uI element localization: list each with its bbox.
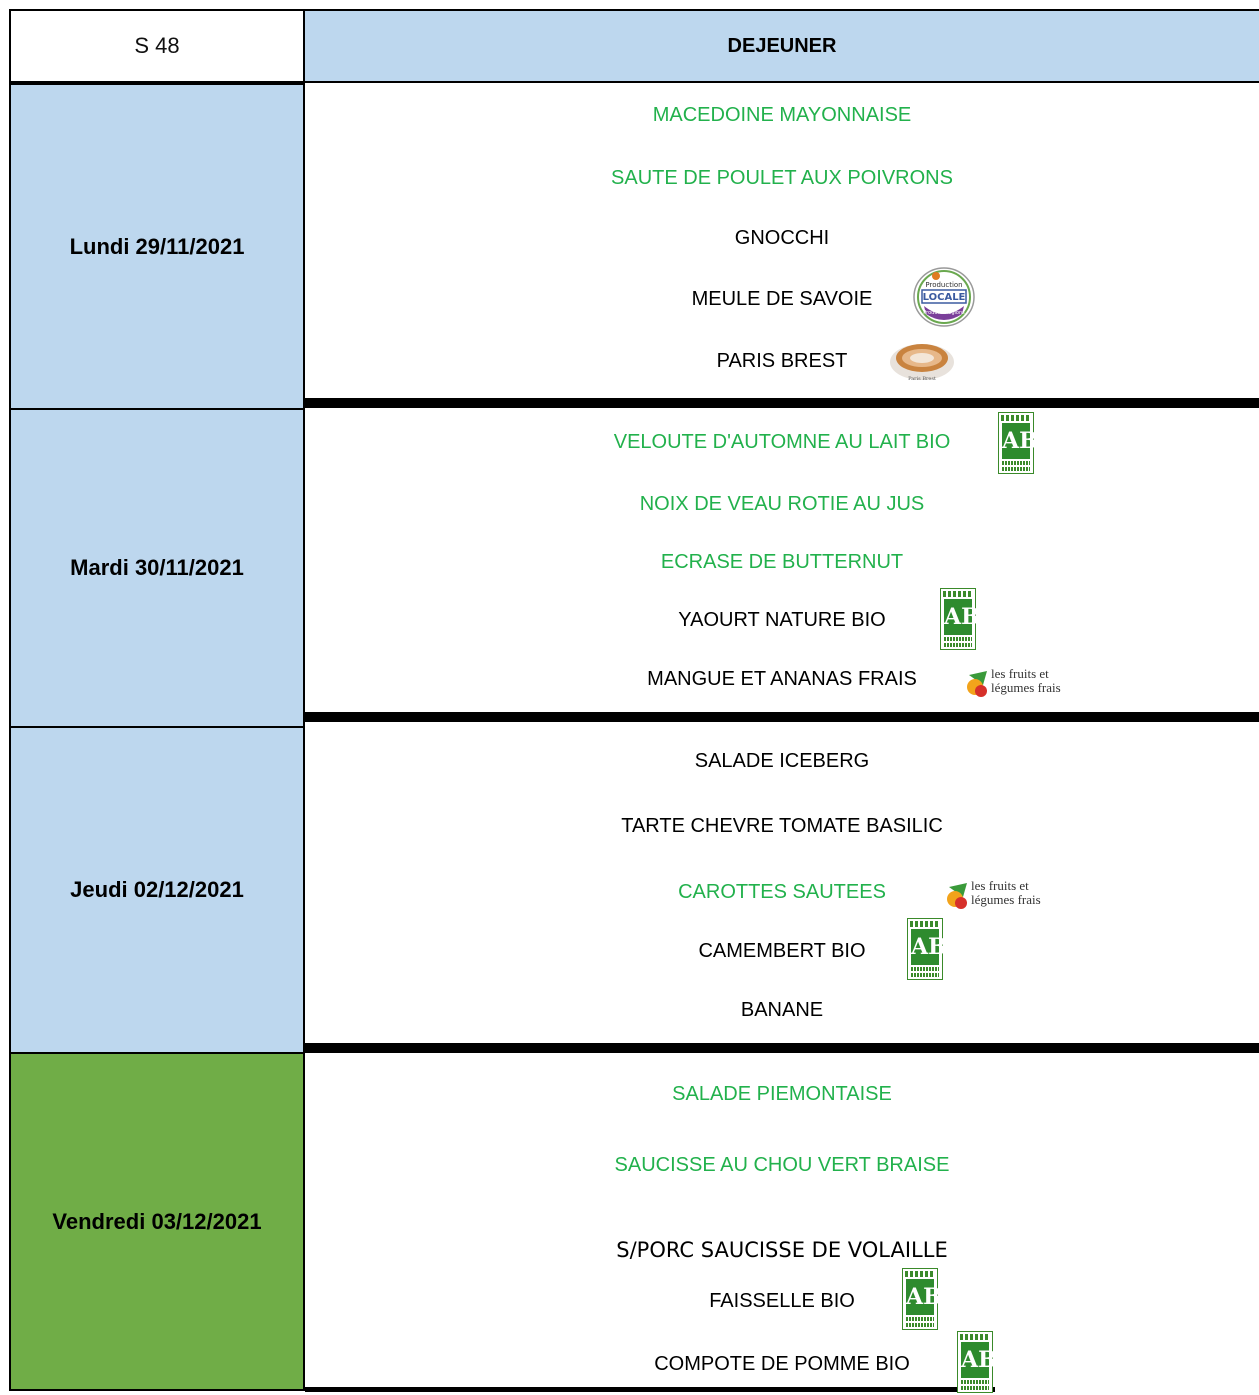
menu-item: BANANE — [740, 999, 824, 1021]
day-separator — [305, 712, 1259, 722]
ab-organic-icon: AB — [957, 1331, 993, 1393]
day-cell-friday — [9, 1052, 305, 1391]
week-number: S 48 — [134, 33, 180, 58]
menu-item: CAMEMBERT BIO — [698, 940, 866, 962]
menu-item: SAUCISSE AU CHOU VERT BRAISE — [614, 1154, 950, 1176]
menu-item: MEULE DE SAVOIE — [691, 288, 873, 310]
ab-organic-icon: AB — [907, 918, 943, 980]
svg-text:Produits Régions: Produits Régions — [923, 310, 965, 316]
menu-item: CAROTTES SAUTEES — [678, 881, 886, 903]
day-label: Lundi 29/11/2021 — [69, 233, 245, 259]
menu-item: TARTE CHEVRE TOMATE BASILIC — [621, 815, 943, 837]
day-cell-thursday — [9, 726, 305, 1054]
menu-item: NOIX DE VEAU ROTIE AU JUS — [639, 493, 925, 515]
ab-organic-icon: AB — [998, 412, 1034, 474]
day-cell-tuesday — [9, 408, 305, 728]
menu-item: GNOCCHI — [734, 227, 830, 249]
menu-item: SALADE PIEMONTAISE — [672, 1083, 892, 1105]
fruits-legumes-frais-icon: les fruits et légumes frais — [945, 877, 1041, 917]
svg-text:Production: Production — [925, 281, 963, 289]
day-separator — [305, 398, 1259, 408]
ab-organic-icon: AB — [902, 1268, 938, 1330]
table-bottom-border — [305, 1387, 995, 1392]
day-cell-monday — [9, 83, 305, 410]
ab-organic-icon: AB — [940, 588, 976, 650]
menu-item: COMPOTE DE POMME BIO — [654, 1353, 910, 1375]
menu-item: SALADE ICEBERG — [694, 750, 870, 772]
svg-text:Paris Brest: Paris Brest — [908, 376, 936, 382]
week-number-cell — [9, 9, 305, 83]
menu-item: S/PORC SAUCISSE DE VOLAILLE — [616, 1238, 948, 1262]
menu-item: YAOURT NATURE BIO — [678, 609, 886, 631]
production-locale-badge-icon — [912, 266, 976, 328]
menu-item: SAUTE DE POULET AUX POIVRONS — [611, 167, 953, 189]
day-label: Jeudi 02/12/2021 — [70, 877, 244, 902]
menu-item: MACEDOINE MAYONNAISE — [652, 104, 912, 126]
menu-item: MANGUE ET ANANAS FRAIS — [647, 668, 917, 690]
menu-item: ECRASE DE BUTTERNUT — [660, 551, 904, 573]
svg-text:LOCALE: LOCALE — [922, 292, 966, 303]
menu-item: PARIS BREST — [716, 350, 848, 372]
fruits-legumes-frais-icon: les fruits et légumes frais — [965, 665, 1061, 705]
day-label: Vendredi 03/12/2021 — [52, 1208, 262, 1234]
day-separator — [305, 1043, 1259, 1053]
paris-brest-pastry-icon — [887, 336, 957, 384]
meal-header: DEJEUNER — [727, 34, 837, 57]
menu-item: VELOUTE D'AUTOMNE AU LAIT BIO — [613, 431, 951, 453]
day-label: Mardi 30/11/2021 — [70, 555, 244, 580]
meal-header-cell — [305, 9, 1259, 83]
menu-item: FAISSELLE BIO — [709, 1290, 855, 1312]
